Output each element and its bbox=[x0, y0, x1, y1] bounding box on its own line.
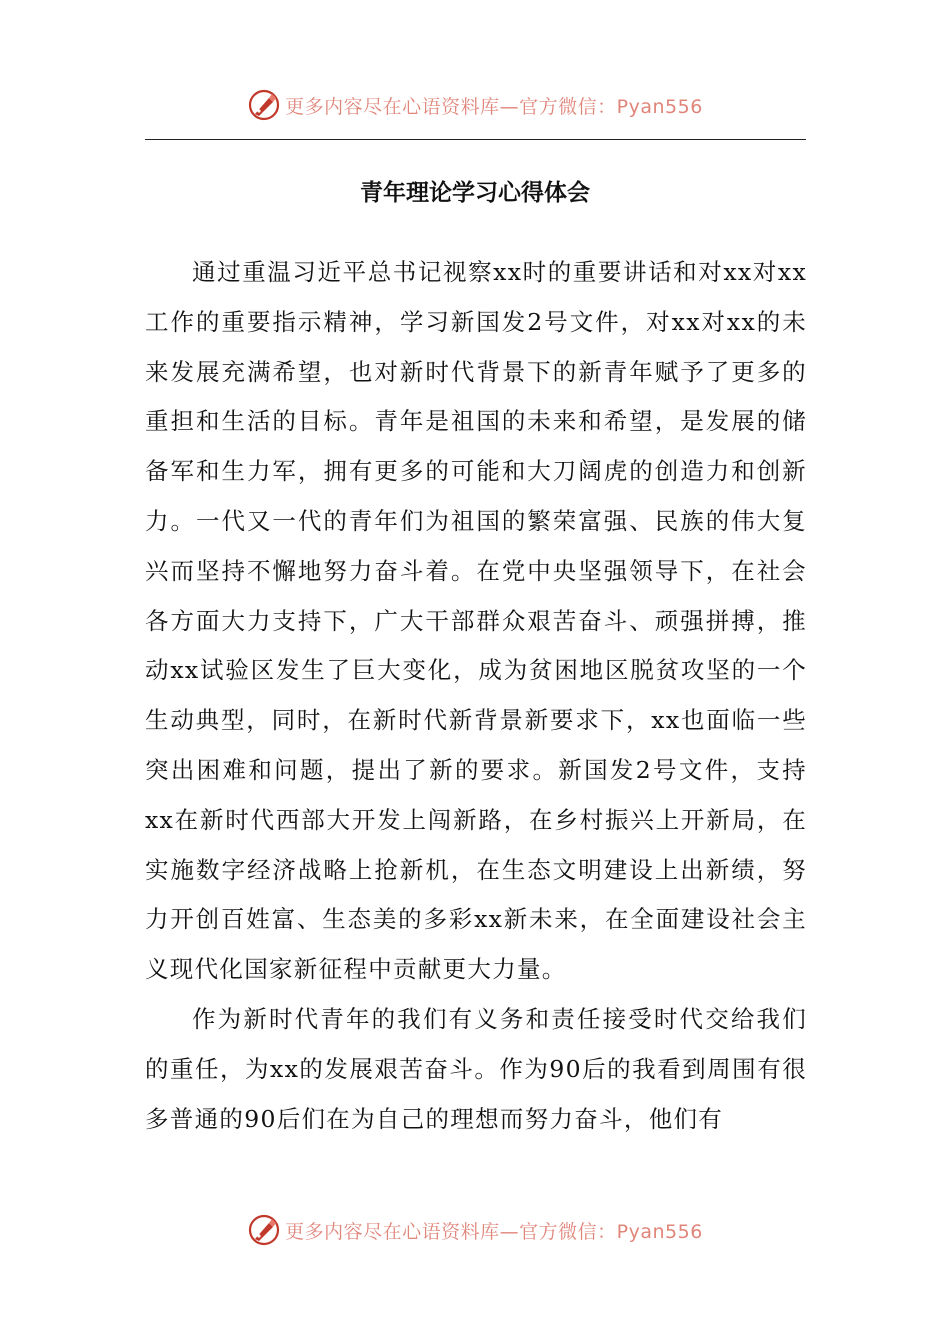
header-divider bbox=[145, 139, 806, 140]
paragraph-2: 作为新时代青年的我们有义务和责任接受时代交给我们的重任，为xx的发展艰苦奋斗。作为90后的我看到周围有很多普通的90后们在为自己的理想而努力奋斗，他们有 bbox=[145, 1004, 807, 1133]
document-body bbox=[145, 248, 807, 1144]
paragraph-1: 通过重温习近平总书记视察xx时的重要讲话和对xx对xx工作的重要指示精神，学习新国发2号文件，对xx对xx的未来发展充满希望，也对新时代背景下的新青年赋予了更多的重担和生活的目标。青年是祖国的未来和希望，是发展的储备军和生力军，拥有更多的可能和大刀阔虎的创造力和创新力。一代又一代的青年们为祖国的繁荣富强、民族的伟大复兴而坚持不懈地努力奋斗着。在党中央坚强领导下，在社会各方面大力支持下，广大干部群众艰苦奋斗、顽强拼搏，推动xx试验区发生了巨大变化，成为贫困地区脱贫攻坚的一个生动典型，同时，在新时代新背景新要求下，xx也面临一些突出困难和问题，提出了新的要求。新国发2号文件，支持xx在新时代西部大开发上闯新路，在乡村振兴上开新局，在实施数字经济战略上抢新机，在生态文明建设上出新绩，努力开创百姓富、生态美的多彩xx新未来，在全面建设社会主义现代化国家新征程中贡献更大力量。 bbox=[145, 258, 807, 984]
header-watermark bbox=[0, 85, 950, 125]
footer-watermark-text: 更多内容尽在心语资料库—官方微信：Pyan556 bbox=[285, 1220, 703, 1243]
footer-watermark bbox=[0, 1210, 950, 1250]
pen-nib-circle-icon bbox=[247, 1213, 281, 1247]
header-watermark-text: 更多内容尽在心语资料库—官方微信：Pyan556 bbox=[285, 95, 703, 118]
pen-nib-circle-icon bbox=[247, 88, 281, 122]
page-title: 青年理论学习心得体会 bbox=[360, 179, 590, 206]
